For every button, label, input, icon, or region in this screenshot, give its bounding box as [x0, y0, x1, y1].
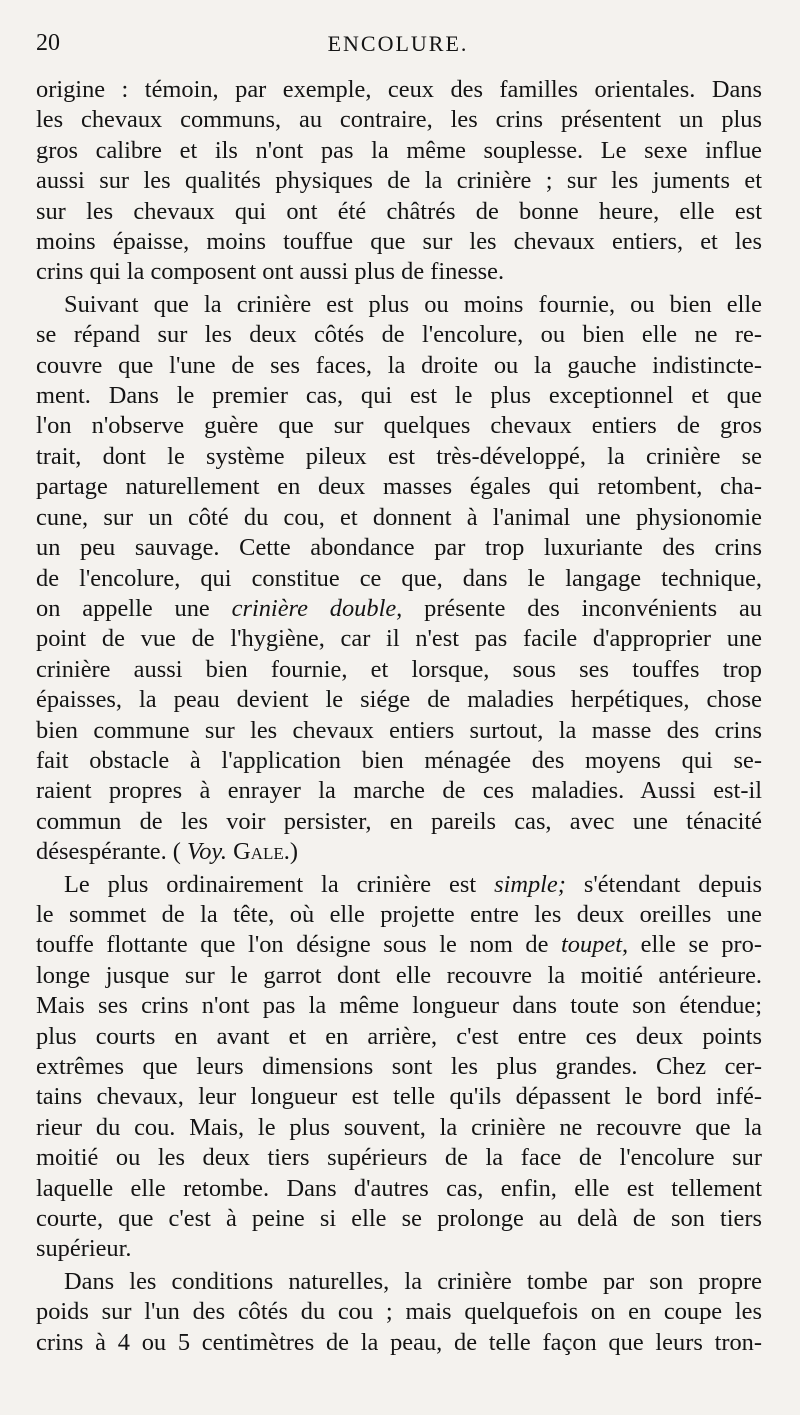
text-line: supérieur. [36, 1235, 132, 1263]
text-line: commun de les voir persister, en pareils cas, avec une ténacité [36, 807, 762, 835]
text-line: l'on n'observe guère que sur quelques chevaux entiers de gros [36, 412, 762, 440]
text-line: crinière aussi bien fournie, et lorsque, sous ses touffes trop [36, 655, 762, 683]
text-line: épaisses, la peau devient le siége de maladies herpétiques, chose [36, 686, 762, 714]
body-text [36, 75, 762, 1358]
text-line: Mais ses crins n'ont pas la même longueur dans toute son étendue; [36, 992, 762, 1020]
paragraph [36, 1267, 762, 1358]
text-line: raient propres à enrayer la marche de ces maladies. Aussi est-il [36, 777, 762, 805]
small-caps-term: Gale. [233, 838, 290, 866]
paragraph [36, 75, 762, 288]
text-line: partage naturellement en deux masses égales qui retombent, cha- [36, 473, 762, 501]
text-line: fait obstacle à l'application bien ménagée des moyens qui se- [36, 746, 762, 774]
italic-term: toupet, [561, 931, 629, 959]
text-line: rieur du cou. Mais, le plus souvent, la crinière ne recouvre que la [36, 1113, 762, 1141]
text-line: on appelle une crinière double, présente des inconvénients au [36, 594, 762, 622]
text-line: crins à 4 ou 5 centimètres de la peau, de telle façon que leurs tron- [36, 1328, 762, 1356]
text-line: désespérante. ( Voy. Gale.) [36, 838, 298, 866]
text-line: aussi sur les qualités physiques de la crinière ; sur les juments et [36, 167, 762, 195]
text-line: les chevaux communs, au contraire, les crins présentent un plus [36, 106, 762, 134]
italic-term: crinière double, [231, 594, 403, 622]
text-line: un peu sauvage. Cette abondance par trop luxuriante des crins [36, 534, 762, 562]
text-line: poids sur l'un des côtés du cou ; mais quelquefois on en coupe les [36, 1298, 762, 1326]
italic-term: simple; [494, 870, 566, 898]
text-line: ment. Dans le premier cas, qui est le plus exceptionnel et que [36, 382, 762, 410]
text-line: moitié ou les deux tiers supérieurs de la face de l'encolure sur [36, 1144, 762, 1172]
text-line: gros calibre et ils n'ont pas la même souplesse. Le sexe influe [36, 136, 762, 164]
text-line: tains chevaux, leur longueur est telle qu'ils dépassent le bord infé- [36, 1083, 762, 1111]
text-line: trait, dont le système pileux est très-développé, la crinière se [36, 442, 762, 470]
text-line: point de vue de l'hygiène, car il n'est pas facile d'approprier une [36, 625, 762, 653]
italic-term: Voy. [187, 838, 227, 866]
text-line: origine : témoin, par exemple, ceux des familles orientales. Dans [36, 76, 762, 103]
text-line: couvre que l'une de ses faces, la droite ou la gauche indistincte- [36, 351, 762, 379]
text-line: touffe flottante que l'on désigne sous le nom de toupet, elle se pro- [36, 931, 763, 959]
text-line: cune, sur un côté du cou, et donnent à l'animal une physionomie [36, 503, 762, 531]
text-line: Dans les conditions naturelles, la crinière tombe par son propre [64, 1267, 762, 1295]
running-head: ENCOLURE. [327, 31, 469, 56]
text-line: extrêmes que leurs dimensions sont les plus grandes. Chez cer- [36, 1053, 762, 1080]
text-line: laquelle elle retombe. Dans d'autres cas, enfin, elle est tellement [36, 1174, 762, 1202]
text-line: Le plus ordinairement la crinière est simple; s'étendant depuis [64, 870, 762, 898]
text-line: Suivant que la crinière est plus ou moins fournie, ou bien elle [64, 290, 762, 318]
text-line: de l'encolure, qui constitue ce que, dans le langage technique, [36, 564, 762, 592]
text-line: crins qui la composent ont aussi plus de finesse. [36, 258, 505, 286]
text-line: moins épaisse, moins touffue que sur les chevaux entiers, et les [36, 228, 762, 256]
page-number: 20 [36, 30, 60, 56]
text-line: se répand sur les deux côtés de l'encolure, ou bien elle ne re- [36, 321, 762, 349]
text-line: bien commune sur les chevaux entiers surtout, la masse des crins [36, 716, 762, 744]
text-line: sur les chevaux qui ont été châtrés de bonne heure, elle est [36, 197, 762, 225]
paragraph [36, 870, 762, 1265]
text-line: courte, que c'est à peine si elle se prolonge au delà de son tiers [36, 1205, 762, 1233]
text-line: le sommet de la tête, où elle projette entre les deux oreilles une [36, 900, 762, 928]
text-line: plus courts en avant et en arrière, c'est entre ces deux points [36, 1022, 762, 1050]
text-line: longe jusque sur le garrot dont elle recouvre la moitié antérieure. [36, 961, 762, 989]
paragraph [36, 290, 762, 868]
page-header [36, 30, 760, 62]
